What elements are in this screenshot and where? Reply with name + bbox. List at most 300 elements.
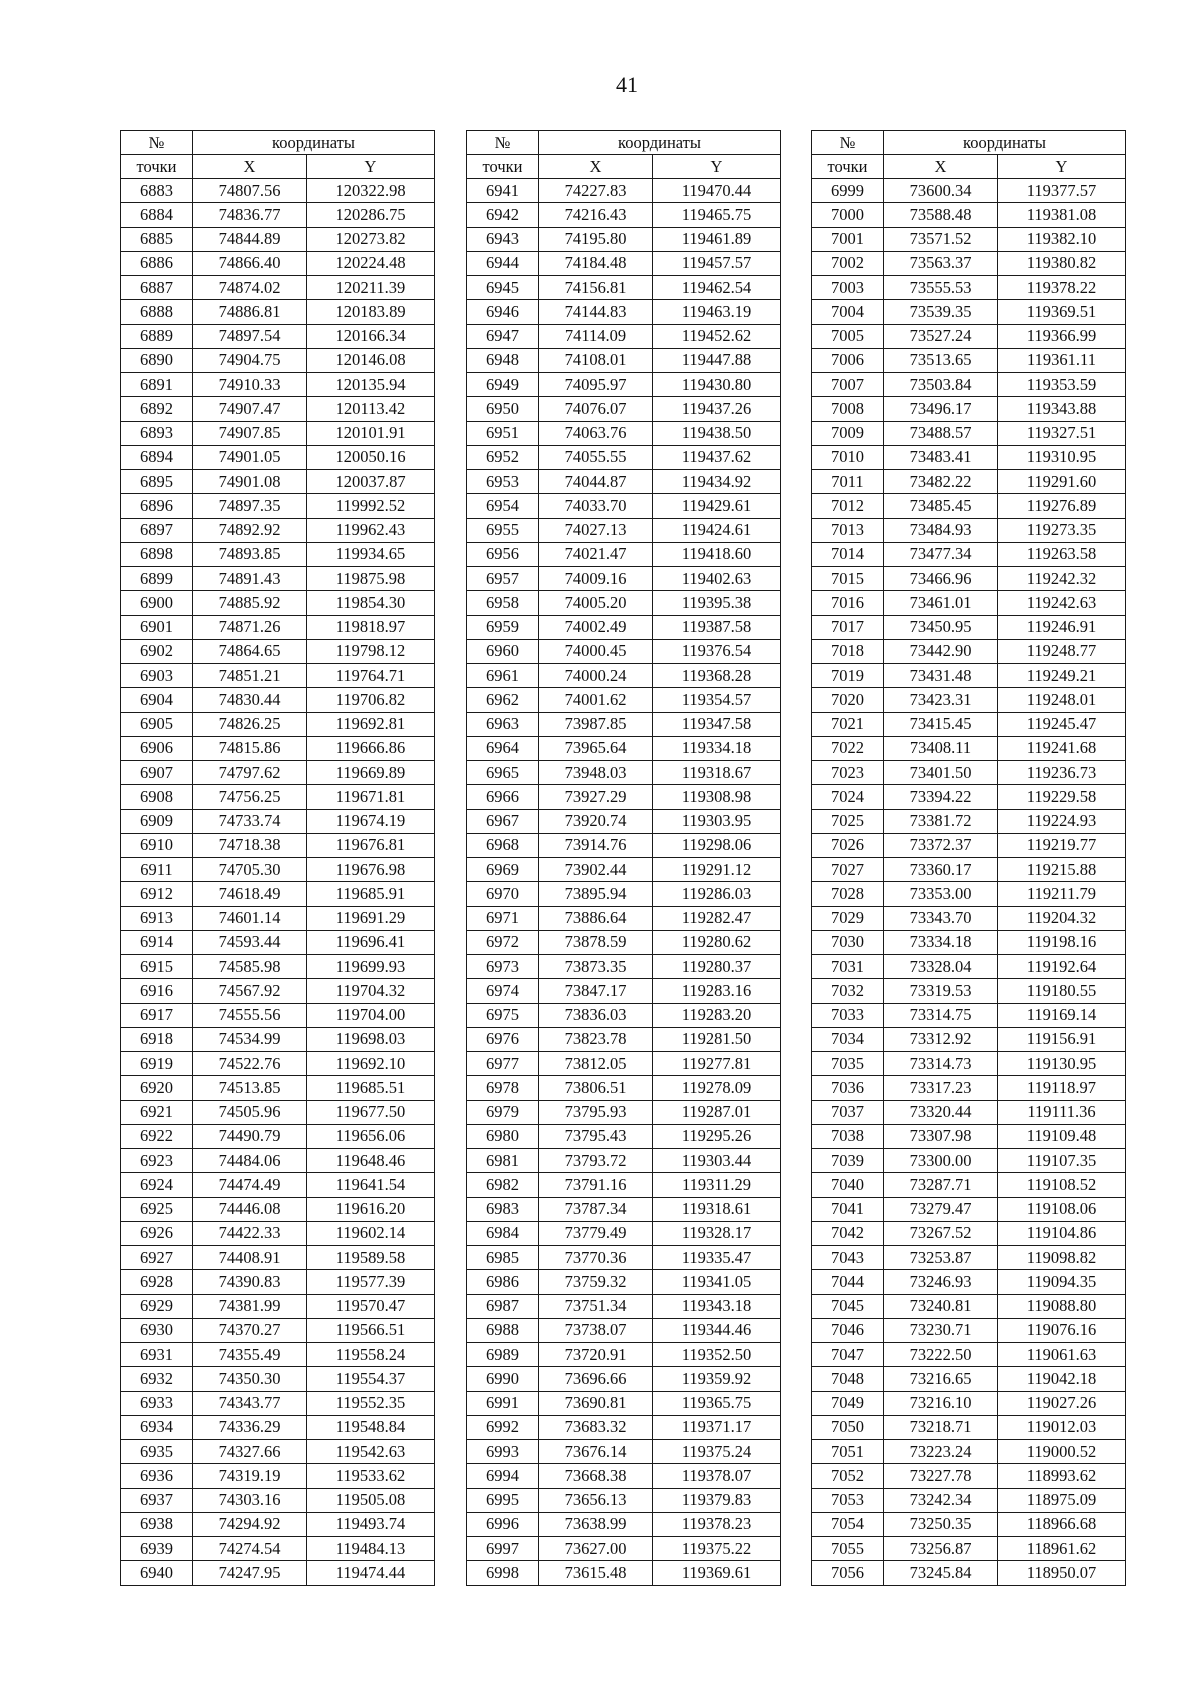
y-coordinate-cell: 119692.10 bbox=[307, 1052, 435, 1076]
table-row bbox=[467, 639, 781, 663]
y-coordinate-cell: 119381.08 bbox=[998, 203, 1126, 227]
table-row bbox=[812, 397, 1126, 421]
table-row bbox=[812, 1149, 1126, 1173]
table-row bbox=[812, 445, 1126, 469]
y-coordinate-cell: 119215.88 bbox=[998, 858, 1126, 882]
point-number-cell: 6994 bbox=[467, 1464, 539, 1488]
x-coordinate-cell: 74350.30 bbox=[193, 1367, 307, 1391]
y-coordinate-cell: 119382.10 bbox=[998, 227, 1126, 251]
x-coordinate-cell: 73431.48 bbox=[884, 664, 998, 688]
point-number-cell: 6900 bbox=[121, 591, 193, 615]
x-coordinate-cell: 74184.48 bbox=[539, 251, 653, 275]
y-coordinate-cell: 119282.47 bbox=[653, 906, 781, 930]
table-row bbox=[121, 1561, 435, 1585]
table-row bbox=[121, 955, 435, 979]
x-coordinate-cell: 74907.47 bbox=[193, 397, 307, 421]
point-number-cell: 7056 bbox=[812, 1561, 884, 1585]
x-coordinate-cell: 74601.14 bbox=[193, 906, 307, 930]
point-number-cell: 6910 bbox=[121, 833, 193, 857]
y-coordinate-cell: 119108.06 bbox=[998, 1197, 1126, 1221]
y-coordinate-cell: 119298.06 bbox=[653, 833, 781, 857]
x-coordinate-cell: 73738.07 bbox=[539, 1318, 653, 1342]
table-row bbox=[812, 736, 1126, 760]
x-coordinate-cell: 74705.30 bbox=[193, 858, 307, 882]
x-coordinate-cell: 73240.81 bbox=[884, 1294, 998, 1318]
point-number-cell: 7015 bbox=[812, 567, 884, 591]
y-coordinate-cell: 119375.22 bbox=[653, 1537, 781, 1561]
point-number-cell: 6924 bbox=[121, 1173, 193, 1197]
table-row bbox=[121, 761, 435, 785]
table-row bbox=[812, 761, 1126, 785]
number-symbol-header: № bbox=[467, 131, 539, 155]
point-number-cell: 6932 bbox=[121, 1367, 193, 1391]
table-row bbox=[121, 809, 435, 833]
y-coordinate-cell: 119424.61 bbox=[653, 518, 781, 542]
y-coordinate-cell: 119437.62 bbox=[653, 445, 781, 469]
x-coordinate-cell: 73920.74 bbox=[539, 809, 653, 833]
y-coordinate-cell: 119548.84 bbox=[307, 1415, 435, 1439]
y-coordinate-cell: 119463.19 bbox=[653, 300, 781, 324]
y-coordinate-cell: 118975.09 bbox=[998, 1488, 1126, 1512]
point-number-cell: 7006 bbox=[812, 348, 884, 372]
y-coordinate-cell: 118993.62 bbox=[998, 1464, 1126, 1488]
x-coordinate-cell: 74355.49 bbox=[193, 1343, 307, 1367]
y-coordinate-cell: 119318.61 bbox=[653, 1197, 781, 1221]
point-number-cell: 7017 bbox=[812, 615, 884, 639]
point-number-cell: 7035 bbox=[812, 1052, 884, 1076]
point-number-cell: 7005 bbox=[812, 324, 884, 348]
point-number-cell: 6917 bbox=[121, 1003, 193, 1027]
points-header: точки bbox=[812, 155, 884, 179]
y-header: Y bbox=[307, 155, 435, 179]
point-number-cell: 6992 bbox=[467, 1415, 539, 1439]
point-number-cell: 7016 bbox=[812, 591, 884, 615]
y-coordinate-cell: 119192.64 bbox=[998, 955, 1126, 979]
point-number-cell: 6938 bbox=[121, 1512, 193, 1536]
point-number-cell: 6919 bbox=[121, 1052, 193, 1076]
x-coordinate-cell: 73627.00 bbox=[539, 1537, 653, 1561]
y-coordinate-cell: 119263.58 bbox=[998, 542, 1126, 566]
x-coordinate-cell: 74294.92 bbox=[193, 1512, 307, 1536]
y-coordinate-cell: 119361.11 bbox=[998, 348, 1126, 372]
point-number-cell: 7049 bbox=[812, 1391, 884, 1415]
table-row bbox=[812, 1027, 1126, 1051]
y-coordinate-cell: 119327.51 bbox=[998, 421, 1126, 445]
x-coordinate-cell: 73216.65 bbox=[884, 1367, 998, 1391]
table-row bbox=[812, 1124, 1126, 1148]
y-coordinate-cell: 120037.87 bbox=[307, 470, 435, 494]
y-coordinate-cell: 119368.28 bbox=[653, 664, 781, 688]
y-coordinate-cell: 119656.06 bbox=[307, 1124, 435, 1148]
x-coordinate-cell: 73307.98 bbox=[884, 1124, 998, 1148]
y-coordinate-cell: 120050.16 bbox=[307, 445, 435, 469]
x-coordinate-cell: 73987.85 bbox=[539, 712, 653, 736]
table-row bbox=[812, 1076, 1126, 1100]
y-coordinate-cell: 119875.98 bbox=[307, 567, 435, 591]
x-coordinate-cell: 74095.97 bbox=[539, 373, 653, 397]
point-number-cell: 7023 bbox=[812, 761, 884, 785]
table-row bbox=[121, 664, 435, 688]
y-coordinate-cell: 119211.79 bbox=[998, 882, 1126, 906]
y-header: Y bbox=[998, 155, 1126, 179]
x-coordinate-cell: 73690.81 bbox=[539, 1391, 653, 1415]
point-number-cell: 6936 bbox=[121, 1464, 193, 1488]
x-coordinate-cell: 73676.14 bbox=[539, 1440, 653, 1464]
point-number-cell: 6926 bbox=[121, 1221, 193, 1245]
x-coordinate-cell: 74114.09 bbox=[539, 324, 653, 348]
point-number-cell: 7000 bbox=[812, 203, 884, 227]
y-coordinate-cell: 119245.47 bbox=[998, 712, 1126, 736]
y-coordinate-cell: 119180.55 bbox=[998, 979, 1126, 1003]
point-number-cell: 7033 bbox=[812, 1003, 884, 1027]
x-coordinate-cell: 74370.27 bbox=[193, 1318, 307, 1342]
table-row bbox=[121, 494, 435, 518]
x-coordinate-cell: 73600.34 bbox=[884, 179, 998, 203]
x-coordinate-cell: 73314.73 bbox=[884, 1052, 998, 1076]
x-coordinate-cell: 73513.65 bbox=[884, 348, 998, 372]
y-coordinate-cell: 119108.52 bbox=[998, 1173, 1126, 1197]
point-number-cell: 6931 bbox=[121, 1343, 193, 1367]
x-coordinate-cell: 73895.94 bbox=[539, 882, 653, 906]
y-coordinate-cell: 119283.16 bbox=[653, 979, 781, 1003]
table-row bbox=[812, 882, 1126, 906]
x-coordinate-cell: 73267.52 bbox=[884, 1221, 998, 1245]
x-coordinate-cell: 73720.91 bbox=[539, 1343, 653, 1367]
x-coordinate-cell: 73496.17 bbox=[884, 397, 998, 421]
x-coordinate-cell: 73245.84 bbox=[884, 1561, 998, 1585]
x-coordinate-cell: 73836.03 bbox=[539, 1003, 653, 1027]
y-coordinate-cell: 119484.13 bbox=[307, 1537, 435, 1561]
y-coordinate-cell: 119277.81 bbox=[653, 1052, 781, 1076]
x-coordinate-cell: 73873.35 bbox=[539, 955, 653, 979]
x-coordinate-cell: 73485.45 bbox=[884, 494, 998, 518]
number-symbol-header: № bbox=[812, 131, 884, 155]
x-coordinate-cell: 74319.19 bbox=[193, 1464, 307, 1488]
point-number-cell: 6916 bbox=[121, 979, 193, 1003]
table-row bbox=[812, 1294, 1126, 1318]
table-row bbox=[812, 955, 1126, 979]
x-coordinate-cell: 74063.76 bbox=[539, 421, 653, 445]
x-coordinate-cell: 74910.33 bbox=[193, 373, 307, 397]
table-row bbox=[121, 1221, 435, 1245]
table-row bbox=[121, 712, 435, 736]
x-coordinate-cell: 73423.31 bbox=[884, 688, 998, 712]
table-row bbox=[121, 833, 435, 857]
x-coordinate-cell: 74033.70 bbox=[539, 494, 653, 518]
point-number-cell: 6956 bbox=[467, 542, 539, 566]
point-number-cell: 7001 bbox=[812, 227, 884, 251]
x-coordinate-cell: 73353.00 bbox=[884, 882, 998, 906]
y-coordinate-cell: 120166.34 bbox=[307, 324, 435, 348]
table-row bbox=[467, 1149, 781, 1173]
y-coordinate-cell: 119395.38 bbox=[653, 591, 781, 615]
y-coordinate-cell: 119698.03 bbox=[307, 1027, 435, 1051]
coordinates-table bbox=[466, 130, 781, 1586]
point-number-cell: 7024 bbox=[812, 785, 884, 809]
point-number-cell: 6937 bbox=[121, 1488, 193, 1512]
y-coordinate-cell: 119457.57 bbox=[653, 251, 781, 275]
point-number-cell: 7041 bbox=[812, 1197, 884, 1221]
x-coordinate-cell: 74274.54 bbox=[193, 1537, 307, 1561]
y-coordinate-cell: 119107.35 bbox=[998, 1149, 1126, 1173]
y-coordinate-cell: 119378.07 bbox=[653, 1464, 781, 1488]
table-row bbox=[121, 1246, 435, 1270]
table-row bbox=[812, 203, 1126, 227]
x-coordinate-cell: 74522.76 bbox=[193, 1052, 307, 1076]
table-row bbox=[121, 591, 435, 615]
y-coordinate-cell: 119570.47 bbox=[307, 1294, 435, 1318]
point-number-cell: 7039 bbox=[812, 1149, 884, 1173]
y-coordinate-cell: 119669.89 bbox=[307, 761, 435, 785]
y-coordinate-cell: 119648.46 bbox=[307, 1149, 435, 1173]
coordinates-header: координаты bbox=[193, 131, 435, 155]
point-number-cell: 6987 bbox=[467, 1294, 539, 1318]
y-coordinate-cell: 119242.32 bbox=[998, 567, 1126, 591]
x-coordinate-cell: 73279.47 bbox=[884, 1197, 998, 1221]
point-number-cell: 6908 bbox=[121, 785, 193, 809]
x-coordinate-cell: 74227.83 bbox=[539, 179, 653, 203]
x-coordinate-cell: 74901.05 bbox=[193, 445, 307, 469]
table-row bbox=[467, 1052, 781, 1076]
table-row bbox=[812, 591, 1126, 615]
point-number-cell: 6941 bbox=[467, 179, 539, 203]
x-coordinate-cell: 74327.66 bbox=[193, 1440, 307, 1464]
point-number-cell: 6933 bbox=[121, 1391, 193, 1415]
table-row bbox=[467, 1294, 781, 1318]
point-number-cell: 7010 bbox=[812, 445, 884, 469]
y-coordinate-cell: 119685.51 bbox=[307, 1076, 435, 1100]
subheader-row bbox=[121, 155, 435, 179]
table-row bbox=[467, 1173, 781, 1197]
x-coordinate-cell: 74826.25 bbox=[193, 712, 307, 736]
table-row bbox=[812, 1052, 1126, 1076]
point-number-cell: 6918 bbox=[121, 1027, 193, 1051]
table-row bbox=[467, 1537, 781, 1561]
point-number-cell: 6973 bbox=[467, 955, 539, 979]
table-row bbox=[812, 227, 1126, 251]
table-row bbox=[121, 203, 435, 227]
point-number-cell: 6904 bbox=[121, 688, 193, 712]
point-number-cell: 6997 bbox=[467, 1537, 539, 1561]
x-coordinate-cell: 73571.52 bbox=[884, 227, 998, 251]
x-coordinate-cell: 73539.35 bbox=[884, 300, 998, 324]
table-row bbox=[121, 1367, 435, 1391]
y-coordinate-cell: 119671.81 bbox=[307, 785, 435, 809]
header-row bbox=[812, 131, 1126, 155]
subheader-row bbox=[812, 155, 1126, 179]
table-row bbox=[467, 1027, 781, 1051]
y-coordinate-cell: 119347.58 bbox=[653, 712, 781, 736]
table-row bbox=[467, 882, 781, 906]
point-number-cell: 6887 bbox=[121, 276, 193, 300]
table-row bbox=[467, 785, 781, 809]
y-coordinate-cell: 119273.35 bbox=[998, 518, 1126, 542]
y-coordinate-cell: 119854.30 bbox=[307, 591, 435, 615]
y-coordinate-cell: 119276.89 bbox=[998, 494, 1126, 518]
x-coordinate-cell: 73759.32 bbox=[539, 1270, 653, 1294]
point-number-cell: 6966 bbox=[467, 785, 539, 809]
x-coordinate-cell: 74446.08 bbox=[193, 1197, 307, 1221]
x-coordinate-cell: 74422.33 bbox=[193, 1221, 307, 1245]
point-number-cell: 6981 bbox=[467, 1149, 539, 1173]
y-coordinate-cell: 119434.92 bbox=[653, 470, 781, 494]
table-row bbox=[812, 324, 1126, 348]
y-coordinate-cell: 119224.93 bbox=[998, 809, 1126, 833]
point-number-cell: 6951 bbox=[467, 421, 539, 445]
table-row bbox=[812, 664, 1126, 688]
table-row bbox=[121, 300, 435, 324]
point-number-cell: 7027 bbox=[812, 858, 884, 882]
y-coordinate-cell: 119352.50 bbox=[653, 1343, 781, 1367]
table-row bbox=[467, 1367, 781, 1391]
point-number-cell: 6884 bbox=[121, 203, 193, 227]
table-row bbox=[812, 373, 1126, 397]
table-row bbox=[467, 1124, 781, 1148]
x-coordinate-cell: 74897.54 bbox=[193, 324, 307, 348]
point-number-cell: 6922 bbox=[121, 1124, 193, 1148]
y-coordinate-cell: 119088.80 bbox=[998, 1294, 1126, 1318]
table-row bbox=[121, 470, 435, 494]
y-coordinate-cell: 119353.59 bbox=[998, 373, 1126, 397]
y-coordinate-cell: 119418.60 bbox=[653, 542, 781, 566]
table-row bbox=[467, 688, 781, 712]
point-number-cell: 6921 bbox=[121, 1100, 193, 1124]
point-number-cell: 6928 bbox=[121, 1270, 193, 1294]
y-coordinate-cell: 119691.29 bbox=[307, 906, 435, 930]
table-row bbox=[121, 445, 435, 469]
y-coordinate-cell: 120146.08 bbox=[307, 348, 435, 372]
x-coordinate-cell: 73230.71 bbox=[884, 1318, 998, 1342]
x-coordinate-cell: 74108.01 bbox=[539, 348, 653, 372]
point-number-cell: 7002 bbox=[812, 251, 884, 275]
table-row bbox=[467, 1488, 781, 1512]
point-number-cell: 6962 bbox=[467, 688, 539, 712]
x-coordinate-cell: 74513.85 bbox=[193, 1076, 307, 1100]
point-number-cell: 6893 bbox=[121, 421, 193, 445]
y-coordinate-cell: 119558.24 bbox=[307, 1343, 435, 1367]
x-coordinate-cell: 73638.99 bbox=[539, 1512, 653, 1536]
table-row bbox=[812, 518, 1126, 542]
x-coordinate-cell: 73795.93 bbox=[539, 1100, 653, 1124]
table-row bbox=[121, 858, 435, 882]
point-number-cell: 6999 bbox=[812, 179, 884, 203]
y-coordinate-cell: 119156.91 bbox=[998, 1027, 1126, 1051]
table-row bbox=[121, 1173, 435, 1197]
table-row bbox=[121, 276, 435, 300]
point-number-cell: 7040 bbox=[812, 1173, 884, 1197]
point-number-cell: 7054 bbox=[812, 1512, 884, 1536]
point-number-cell: 6891 bbox=[121, 373, 193, 397]
point-number-cell: 7026 bbox=[812, 833, 884, 857]
table-row bbox=[812, 1318, 1126, 1342]
table-row bbox=[121, 421, 435, 445]
point-number-cell: 6968 bbox=[467, 833, 539, 857]
point-number-cell: 6925 bbox=[121, 1197, 193, 1221]
x-coordinate-cell: 74797.62 bbox=[193, 761, 307, 785]
point-number-cell: 6898 bbox=[121, 542, 193, 566]
point-number-cell: 6915 bbox=[121, 955, 193, 979]
y-coordinate-cell: 120322.98 bbox=[307, 179, 435, 203]
x-coordinate-cell: 73319.53 bbox=[884, 979, 998, 1003]
table-row bbox=[467, 1415, 781, 1439]
y-coordinate-cell: 119341.05 bbox=[653, 1270, 781, 1294]
point-number-cell: 6903 bbox=[121, 664, 193, 688]
x-coordinate-cell: 74505.96 bbox=[193, 1100, 307, 1124]
point-number-cell: 6892 bbox=[121, 397, 193, 421]
y-coordinate-cell: 119696.41 bbox=[307, 930, 435, 954]
x-coordinate-cell: 74901.08 bbox=[193, 470, 307, 494]
point-number-cell: 7020 bbox=[812, 688, 884, 712]
table-row bbox=[812, 930, 1126, 954]
y-coordinate-cell: 119169.14 bbox=[998, 1003, 1126, 1027]
table-row bbox=[467, 300, 781, 324]
point-number-cell: 6927 bbox=[121, 1246, 193, 1270]
table-row bbox=[467, 542, 781, 566]
x-coordinate-cell: 73482.22 bbox=[884, 470, 998, 494]
x-coordinate-cell: 73242.34 bbox=[884, 1488, 998, 1512]
point-number-cell: 6886 bbox=[121, 251, 193, 275]
point-number-cell: 7031 bbox=[812, 955, 884, 979]
y-coordinate-cell: 119462.54 bbox=[653, 276, 781, 300]
point-number-cell: 6913 bbox=[121, 906, 193, 930]
y-coordinate-cell: 119641.54 bbox=[307, 1173, 435, 1197]
table-row bbox=[121, 567, 435, 591]
point-number-cell: 6929 bbox=[121, 1294, 193, 1318]
y-coordinate-cell: 119552.35 bbox=[307, 1391, 435, 1415]
x-header: X bbox=[193, 155, 307, 179]
y-coordinate-cell: 119376.54 bbox=[653, 639, 781, 663]
table-row bbox=[467, 858, 781, 882]
table-row bbox=[121, 1294, 435, 1318]
point-number-cell: 6957 bbox=[467, 567, 539, 591]
y-coordinate-cell: 119130.95 bbox=[998, 1052, 1126, 1076]
table-row bbox=[467, 445, 781, 469]
x-coordinate-cell: 73484.93 bbox=[884, 518, 998, 542]
y-coordinate-cell: 119204.32 bbox=[998, 906, 1126, 930]
x-coordinate-cell: 74002.49 bbox=[539, 615, 653, 639]
table-row bbox=[467, 1003, 781, 1027]
table-row bbox=[467, 591, 781, 615]
x-coordinate-cell: 74815.86 bbox=[193, 736, 307, 760]
table-row bbox=[467, 809, 781, 833]
y-coordinate-cell: 119118.97 bbox=[998, 1076, 1126, 1100]
table-row bbox=[467, 1100, 781, 1124]
table-row bbox=[467, 348, 781, 372]
point-number-cell: 6907 bbox=[121, 761, 193, 785]
table-row bbox=[812, 785, 1126, 809]
y-coordinate-cell: 119286.03 bbox=[653, 882, 781, 906]
table-row bbox=[467, 664, 781, 688]
table-row bbox=[812, 858, 1126, 882]
x-coordinate-cell: 73394.22 bbox=[884, 785, 998, 809]
point-number-cell: 6950 bbox=[467, 397, 539, 421]
x-coordinate-cell: 73965.64 bbox=[539, 736, 653, 760]
y-coordinate-cell: 119554.37 bbox=[307, 1367, 435, 1391]
point-number-cell: 6901 bbox=[121, 615, 193, 639]
x-coordinate-cell: 73227.78 bbox=[884, 1464, 998, 1488]
y-coordinate-cell: 118966.68 bbox=[998, 1512, 1126, 1536]
x-coordinate-cell: 74009.16 bbox=[539, 567, 653, 591]
point-number-cell: 6912 bbox=[121, 882, 193, 906]
x-coordinate-cell: 73250.35 bbox=[884, 1512, 998, 1536]
y-coordinate-cell: 119992.52 bbox=[307, 494, 435, 518]
table-row bbox=[121, 373, 435, 397]
table-row bbox=[812, 1561, 1126, 1585]
point-number-cell: 7004 bbox=[812, 300, 884, 324]
point-number-cell: 6899 bbox=[121, 567, 193, 591]
y-header: Y bbox=[653, 155, 781, 179]
point-number-cell: 6964 bbox=[467, 736, 539, 760]
